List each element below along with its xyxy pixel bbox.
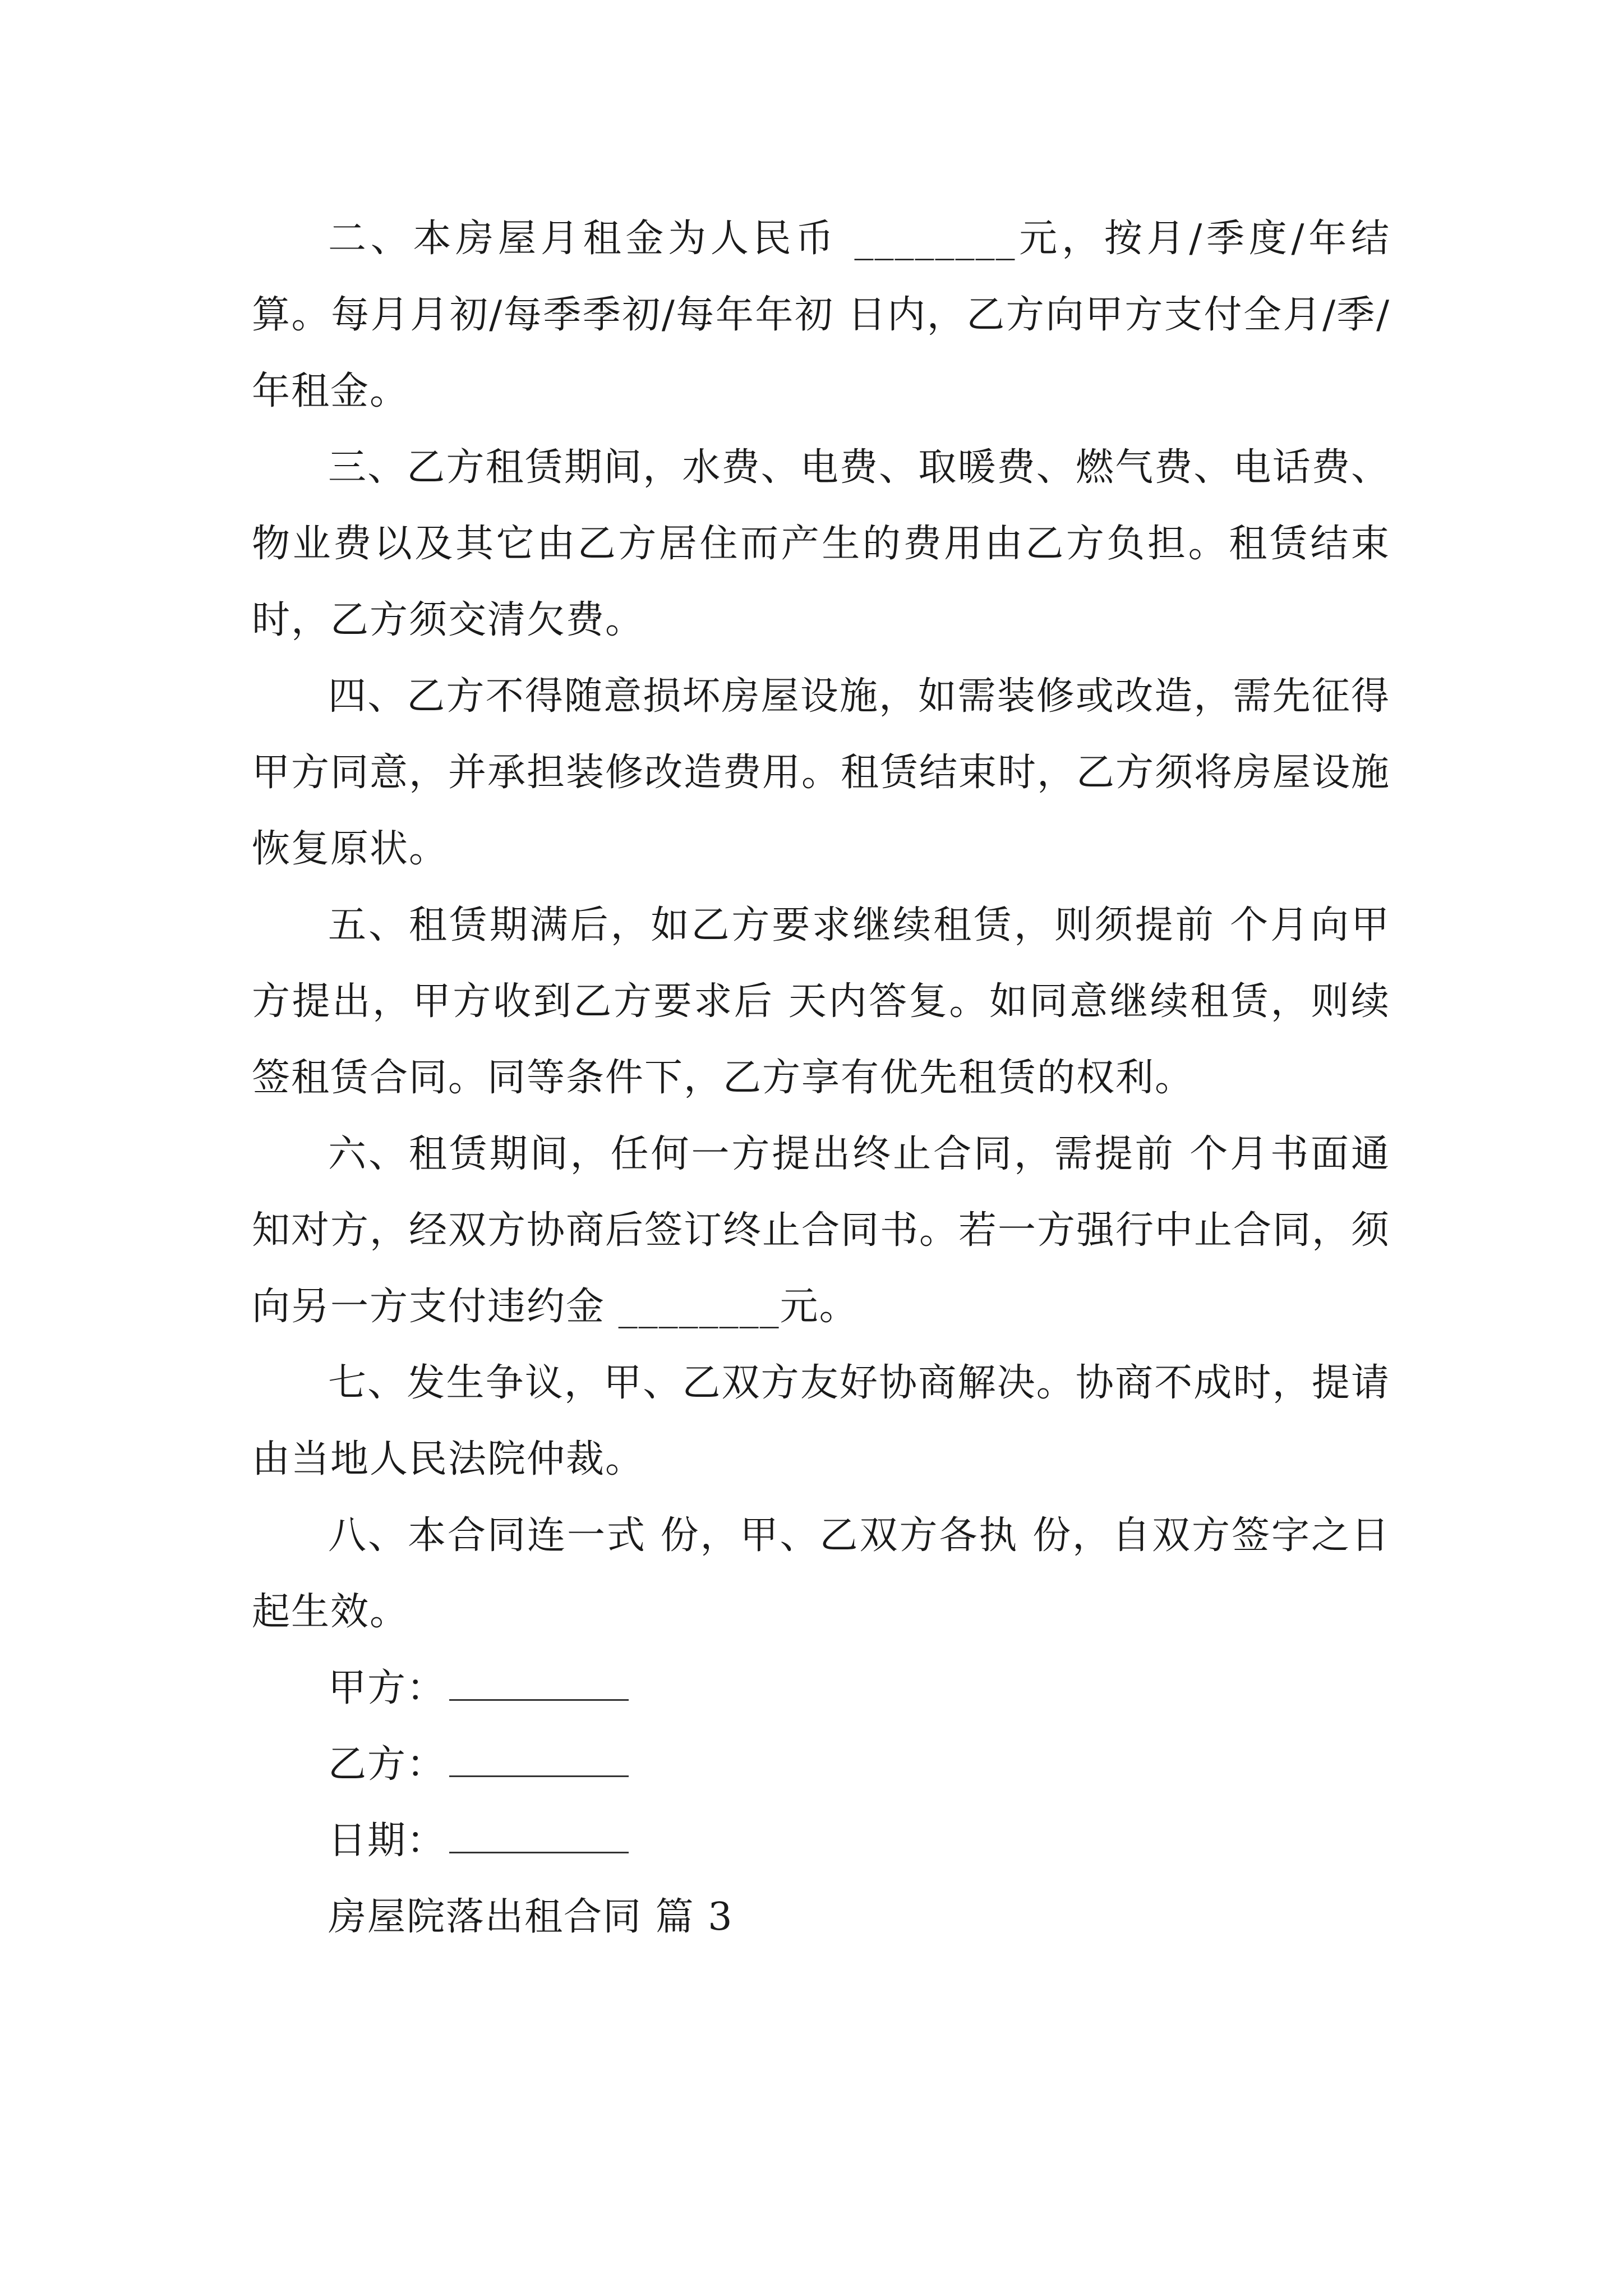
signature-party-b xyxy=(252,1727,1390,1803)
contract-body xyxy=(252,201,1390,1955)
clause-4: 四、乙方不得随意损坏房屋设施，如需装修或改造，需先征得甲方同意，并承担装修改造费用。租赁结束时，乙方须将房屋设施恢复原状。 xyxy=(252,674,1391,871)
clause-7: 七、发生争议，甲、乙双方友好协商解决。协商不成时，提请由当地人民法院仲裁。 xyxy=(252,1361,1390,1481)
date-label: 日期： xyxy=(328,1819,446,1863)
clause-5: 五、租赁期满后，如乙方要求继续租赁，则须提前 个月向甲方提出，甲方收到乙方要求后 天内答复。如同意继续租赁，则续签租赁合同。同等条件下，乙方享有优先租赁的权利。 xyxy=(252,903,1390,1100)
clause-2: 二、本房屋月租金为人民币 ________元，按月/季度/年结算。每月月初/每季季初/每年年初 日内，乙方向甲方支付全月/季/年租金。 xyxy=(252,217,1390,413)
party-b-label: 乙方： xyxy=(328,1742,446,1787)
clause-3: 三、乙方租赁期间，水费、电费、取暖费、燃气费、电话费、物业费以及其它由乙方居住而产生的费用由乙方负担。租赁结束时，乙方须交清欠费。 xyxy=(252,445,1390,642)
clause-8: 八、本合同连一式 份，甲、乙双方各执 份，自双方签字之日起生效。 xyxy=(252,1513,1390,1634)
date-blank xyxy=(449,1824,629,1853)
clause-6: 六、租赁期间，任何一方提出终止合同，需提前 个月书面通知对方，经双方协商后签订终止合同书。若一方强行中止合同，须向另一方支付违约金 ________元。 xyxy=(252,1132,1391,1329)
signature-party-a xyxy=(252,1650,1390,1727)
next-section-heading: 房屋院落出租合同 篇 3 xyxy=(328,1895,734,1939)
signature-date xyxy=(252,1803,1390,1879)
party-b-blank xyxy=(449,1747,629,1777)
party-a-label: 甲方： xyxy=(328,1666,446,1710)
party-a-blank xyxy=(449,1671,629,1701)
